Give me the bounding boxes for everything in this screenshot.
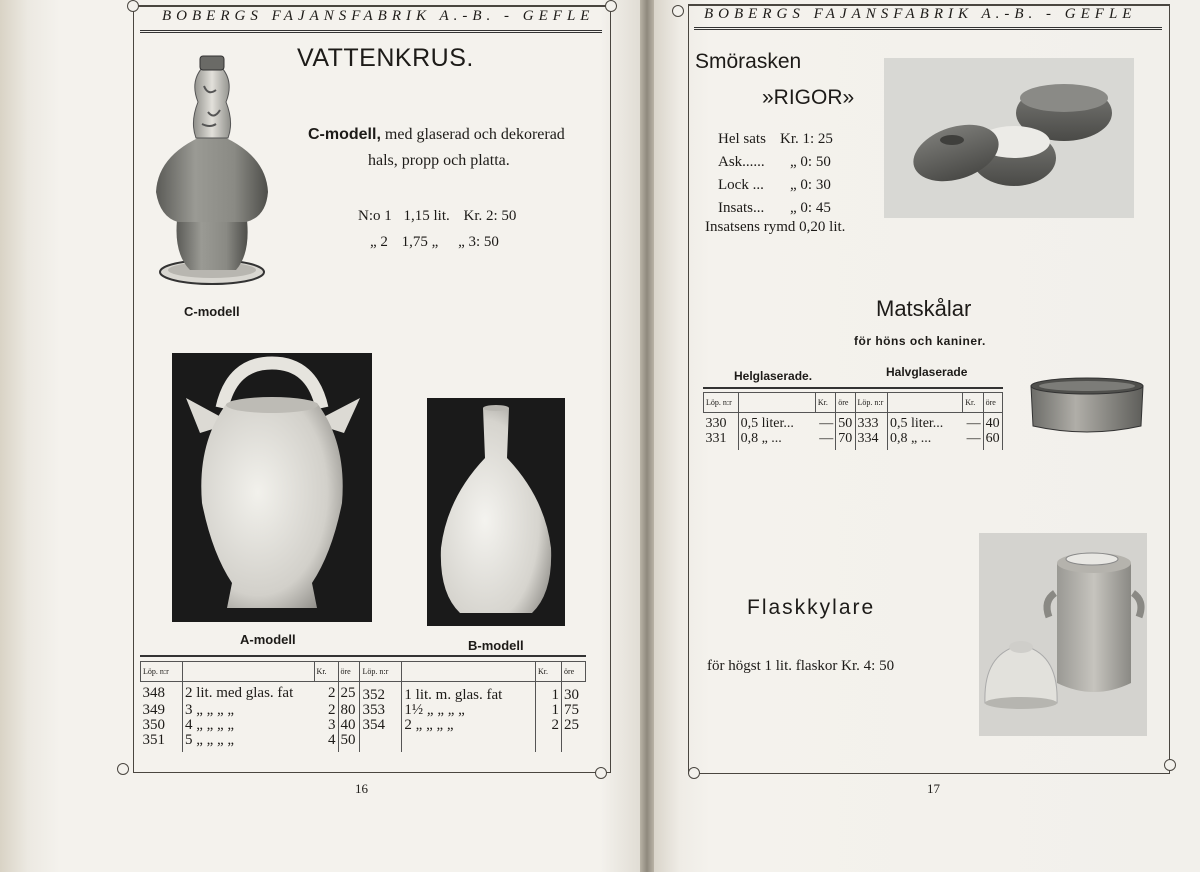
cell-kr: — bbox=[819, 431, 834, 446]
cell-ore: 25 bbox=[338, 682, 360, 704]
feeding-bowl-illustration bbox=[1027, 374, 1147, 438]
description bbox=[308, 126, 565, 144]
flaskkylare-text: för högst 1 lit. flaskor Kr. 4: 50 bbox=[707, 658, 895, 674]
header-lop: Löp. n:r bbox=[141, 662, 183, 682]
page-title: VATTENKRUS. bbox=[297, 44, 474, 72]
rigor-price-row: Lock ... „ 0: 30 bbox=[718, 177, 831, 193]
matskalar-subtitle: för höns och kaniner. bbox=[854, 334, 986, 348]
cell-desc: 1½ „ „ „ „ bbox=[402, 703, 536, 718]
cell-kr: 2 bbox=[328, 685, 336, 701]
cell-ore: 40 bbox=[338, 718, 360, 733]
cell-kr: 1 bbox=[536, 682, 562, 704]
cell-kr: — bbox=[966, 431, 981, 446]
b-model-vase-photo bbox=[427, 398, 565, 626]
cell-no: 354 bbox=[360, 718, 402, 733]
bottle-cooler-photo bbox=[979, 533, 1147, 736]
smorasken-title: Smörasken bbox=[695, 50, 802, 73]
cell-desc: 0,8 „ ... bbox=[888, 431, 963, 450]
header-ore: öre bbox=[338, 662, 360, 682]
frame-ornament bbox=[672, 5, 684, 17]
header-desc bbox=[888, 393, 963, 413]
rigor-price-row: Ask...... „ 0: 50 bbox=[718, 154, 831, 170]
cell-no: 350 bbox=[142, 717, 165, 733]
cell-ore: 50 bbox=[836, 413, 855, 432]
page-number: 17 bbox=[927, 781, 940, 796]
description-line2: hals, propp och platta. bbox=[368, 152, 510, 169]
caption-c-modell: C-modell bbox=[184, 304, 240, 319]
header-kr: Kr. bbox=[815, 393, 835, 413]
page-header: BOBERGS FAJANSFABRIK A.-B. - GEFLE bbox=[162, 8, 595, 24]
cell-desc: 2 „ „ „ „ bbox=[402, 718, 536, 733]
rigor-price-list bbox=[718, 128, 833, 220]
cell-ore: 70 bbox=[836, 431, 855, 450]
rigor-price-row: Hel sats Kr. 1: 25 bbox=[718, 131, 833, 147]
cell-no: 334 bbox=[855, 431, 888, 450]
table-row bbox=[141, 718, 586, 733]
cell-desc: 0,5 liter... bbox=[738, 413, 815, 432]
matskalar-title: Matskålar bbox=[876, 296, 972, 321]
cell-desc: 0,8 „ ... bbox=[738, 431, 815, 450]
flaskkylare-title: Flaskkylare bbox=[747, 596, 876, 619]
price-line-1 bbox=[358, 208, 516, 225]
halvglaserade-label: Halvglaserade bbox=[886, 365, 968, 379]
header-ore: öre bbox=[836, 393, 855, 413]
table-header-row bbox=[141, 662, 586, 682]
header-desc bbox=[402, 662, 536, 682]
header-lop: Löp. n:r bbox=[855, 393, 888, 413]
cell-no: 333 bbox=[855, 413, 888, 432]
book-gutter bbox=[640, 0, 654, 872]
table-row bbox=[141, 682, 586, 704]
cell-kr: — bbox=[819, 416, 834, 431]
cell-desc: 0,5 liter... bbox=[888, 413, 963, 432]
cell-ore: 50 bbox=[338, 733, 360, 752]
frame-ornament bbox=[127, 0, 139, 12]
price-volume: 1,15 lit. bbox=[403, 208, 450, 224]
table-row bbox=[141, 733, 586, 752]
cell-ore: 60 bbox=[983, 431, 1002, 450]
rigor-price-row: Insats... „ 0: 45 bbox=[718, 200, 831, 216]
a-model-jug-photo bbox=[172, 353, 372, 622]
table-header-row bbox=[704, 393, 1003, 413]
frame-ornament bbox=[595, 767, 607, 779]
cell-no: 348 bbox=[142, 685, 165, 701]
rigor-title: »RIGOR» bbox=[762, 86, 855, 109]
price-table bbox=[140, 661, 586, 752]
price-no: „ 2 bbox=[370, 234, 388, 250]
cell-ore: 75 bbox=[561, 703, 585, 718]
header-rule bbox=[140, 30, 602, 33]
c-model-jug-illustration bbox=[150, 52, 274, 292]
header-ore: öre bbox=[561, 662, 585, 682]
frame-ornament bbox=[117, 763, 129, 775]
cell-ore: 80 bbox=[338, 703, 360, 718]
frame-ornament bbox=[1164, 759, 1176, 771]
table-row bbox=[704, 431, 1003, 450]
cell-kr: 2 bbox=[536, 718, 562, 733]
cell-desc: 5 „ „ „ „ bbox=[182, 733, 314, 752]
insats-note: Insatsens rymd 0,20 lit. bbox=[705, 219, 846, 235]
header-desc bbox=[738, 393, 815, 413]
cell-no: 349 bbox=[142, 702, 165, 718]
header-rule bbox=[694, 27, 1162, 30]
cell-no: 353 bbox=[360, 703, 402, 718]
frame-ornament bbox=[688, 767, 700, 779]
cell-desc: 3 „ „ „ „ bbox=[182, 703, 314, 718]
cell-desc: 2 lit. med glas. fat bbox=[182, 682, 314, 704]
price-volume: 1,75 „ bbox=[401, 234, 439, 250]
price-amount: „ 3: 50 bbox=[458, 234, 499, 250]
cell-ore: 40 bbox=[983, 413, 1002, 432]
caption-b-modell: B-modell bbox=[468, 638, 524, 653]
cell-kr: 2 bbox=[328, 702, 336, 718]
cell-kr: 3 bbox=[328, 717, 336, 733]
cell-no: 351 bbox=[142, 732, 165, 748]
header-kr: Kr. bbox=[963, 393, 983, 413]
description-model: C-modell, bbox=[308, 126, 381, 143]
cell-no: 352 bbox=[360, 682, 402, 704]
cell-kr: 1 bbox=[536, 703, 562, 718]
price-line-2 bbox=[370, 234, 499, 251]
caption-a-modell: A-modell bbox=[240, 632, 296, 647]
header-kr: Kr. bbox=[536, 662, 562, 682]
helglaserade-label: Helglaserade. bbox=[734, 369, 813, 383]
page-number: 16 bbox=[355, 781, 368, 796]
page-header: BOBERGS FAJANSFABRIK A.-B. - GEFLE bbox=[704, 6, 1137, 22]
cell-ore: 30 bbox=[561, 682, 585, 704]
cell-desc: 4 „ „ „ „ bbox=[182, 718, 314, 733]
butter-box-photo bbox=[884, 58, 1134, 218]
frame-ornament bbox=[605, 0, 617, 12]
header-kr: Kr. bbox=[314, 662, 338, 682]
mat-price-table bbox=[703, 392, 1003, 450]
description-text: med glaserad och dekorerad bbox=[384, 126, 565, 143]
header-ore: öre bbox=[983, 393, 1002, 413]
cell-no: 331 bbox=[705, 431, 727, 446]
mat-table-rule bbox=[703, 387, 1003, 389]
table-row bbox=[141, 703, 586, 718]
price-table-rule bbox=[140, 655, 586, 657]
cell-no: 330 bbox=[705, 416, 727, 431]
table-row bbox=[704, 413, 1003, 432]
cell-ore: 25 bbox=[561, 718, 585, 733]
cell-kr: — bbox=[966, 416, 981, 431]
header-desc bbox=[182, 662, 314, 682]
price-amount: Kr. 2: 50 bbox=[463, 208, 517, 224]
header-lop: Löp. n:r bbox=[360, 662, 402, 682]
cell-desc: 1 lit. m. glas. fat bbox=[402, 682, 536, 704]
cell-kr: 4 bbox=[328, 732, 336, 748]
header-lop: Löp. n:r bbox=[704, 393, 739, 413]
price-no: N:o 1 bbox=[358, 208, 392, 224]
